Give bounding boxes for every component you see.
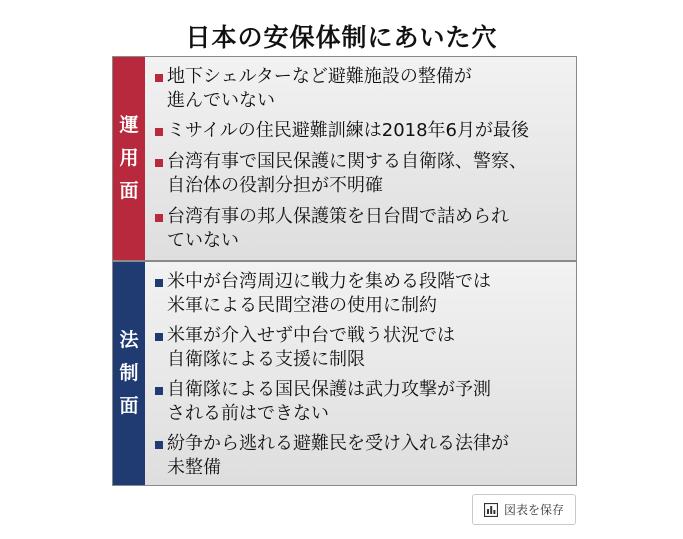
bar-chart-icon: [484, 503, 498, 517]
label-char: 運: [119, 114, 139, 136]
save-figure-button[interactable]: [472, 494, 576, 525]
operations-items: [145, 57, 576, 260]
item-line: ていない: [167, 230, 239, 251]
label-char: 面: [119, 395, 139, 417]
bullet-square-icon: [155, 279, 163, 287]
item-line: 米軍による民間空港の使用に制約: [167, 295, 437, 316]
bullet-square-icon: [155, 159, 163, 167]
list-item: [155, 205, 570, 253]
item-line: される前はできない: [167, 403, 329, 424]
bullet-square-icon: [155, 333, 163, 341]
label-char: 法: [119, 329, 139, 351]
item-line: 進んでいない: [167, 90, 275, 111]
bullet-square-icon: [155, 74, 163, 82]
item-line: 台湾有事の邦人保護策を日台間で詰められ: [167, 206, 509, 227]
item-line: 米中が台湾周辺に戦力を集める段階では: [167, 271, 491, 292]
list-item: [155, 432, 570, 480]
list-item: [155, 378, 570, 426]
item-line: 米軍が介入せず中台で戦う状況では: [167, 325, 455, 346]
item-line: 自治体の役割分担が不明確: [167, 175, 383, 196]
bullet-square-icon: [155, 214, 163, 222]
list-item: [155, 270, 570, 318]
security-gaps-table: [112, 56, 577, 486]
legal-section: [113, 262, 576, 485]
item-line: 未整備: [167, 457, 221, 478]
legal-label: [113, 262, 145, 485]
item-line: 自衛隊による支援に制限: [167, 349, 365, 370]
bullet-square-icon: [155, 128, 163, 136]
item-line: 台湾有事で国民保護に関する自衛隊、警察、: [167, 151, 527, 172]
list-item: [155, 150, 570, 198]
bullet-square-icon: [155, 387, 163, 395]
operations-label: [113, 57, 145, 260]
operations-section: [113, 57, 576, 262]
list-item: [155, 119, 570, 143]
label-char: 面: [119, 180, 139, 202]
item-line: 自衛隊による国民保護は武力攻撃が予測: [167, 379, 491, 400]
item-line: 地下シェルターなど避難施設の整備が: [167, 66, 472, 87]
bullet-square-icon: [155, 441, 163, 449]
label-char: 用: [119, 147, 139, 169]
page-title: 日本の安保体制にあいた穴: [185, 23, 498, 52]
item-line: ミサイルの住民避難訓練は2018年6月が最後: [167, 120, 529, 141]
save-button-label: 図表を保存: [503, 503, 564, 517]
item-line: 紛争から逃れる避難民を受け入れる法律が: [167, 433, 509, 454]
label-char: 制: [119, 362, 139, 384]
list-item: [155, 324, 570, 372]
list-item: [155, 65, 570, 113]
legal-items: [145, 262, 576, 485]
